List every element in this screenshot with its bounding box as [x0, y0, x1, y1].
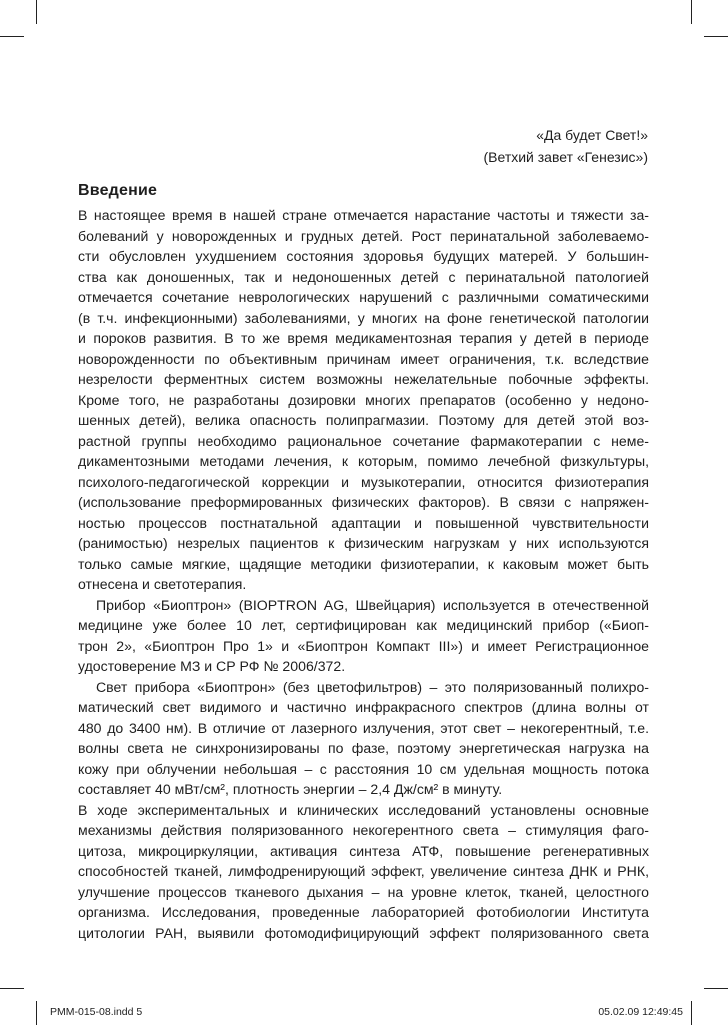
text-line: медицине уже более 10 лет, сертифицирован как медицинский прибор («Биоп-: [78, 617, 649, 633]
text-line: психолого-педагогической коррекции и музыкотерапии, относится физиотерапия: [78, 473, 649, 490]
text-line: растной группы необходимо рациональное сочетание фармакотерапии с неме-: [78, 432, 649, 449]
paragraph: [78, 677, 649, 800]
text-line: только самые мягкие, щадящие методики физиотерапии, к каковым может быть: [78, 555, 649, 572]
paragraph: [78, 205, 649, 595]
text-line: (использование преформированных физических факторов). В связи с напряжен-: [78, 494, 649, 510]
paragraph: [78, 595, 649, 677]
crop-mark: [36, 0, 37, 24]
text-line: Кроме того, не разработаны дозировки многих препаратов (особенно у недоно-: [78, 391, 649, 408]
section-title: Введение: [78, 182, 158, 199]
text-line: В ходе экспериментальных и клинических исследований установлены основные: [78, 801, 649, 818]
text-line: способностей тканей, лимфодренирующий эффект, увеличение синтеза ДНК и РНК,: [78, 863, 649, 879]
text-line: удостоверение МЗ и СР РФ № 2006/372.: [78, 658, 346, 674]
text-line: В настоящее время в нашей стране отмечается нарастание частоты и тяжести за-: [78, 207, 649, 223]
text-line: Прибор «Биоптрон» (BIOPTRON AG, Швейцария) используется в отечественной: [96, 596, 649, 613]
epigraph-source: (Ветхий завет «Генезис»): [483, 149, 648, 165]
text-line: кожу при облучении небольшая – с расстояния 10 см удельная мощность потока: [78, 760, 649, 777]
text-line: шенных детей), велика опасность полипрагмазии. Поэтому для детей этой воз-: [78, 412, 649, 428]
crop-mark: [691, 1001, 692, 1025]
footer-file-info: PMM-015-08.indd 5: [50, 1006, 143, 1018]
crop-mark: [0, 988, 24, 989]
crop-mark: [704, 36, 728, 37]
text-line: отмечается сочетание неврологических нарушений с различными соматическими: [78, 289, 649, 305]
text-line: цитологии РАН, выявили фотомодифицирующий эффект поляризованного света: [78, 924, 649, 941]
crop-mark: [36, 1001, 37, 1025]
text-line: Свет прибора «Биоптрон» (без цветофильтров) – это поляризованный полихро-: [96, 678, 649, 695]
text-line: составляет 40 мВт/см², плотность энергии – 2,4 Дж/см² в минуту.: [78, 781, 503, 797]
epigraph: [484, 124, 649, 168]
body-text: [78, 205, 649, 943]
crop-mark: [704, 988, 728, 989]
main-content: [78, 180, 649, 943]
text-line: организма. Исследования, проведенные лабораторией фотобиологии Института: [78, 904, 649, 920]
text-line: сти обусловлен ухудшением состояния здоровья будущих матерей. У большин-: [78, 248, 649, 264]
text-line: и пороков развития. В то же время медикаментозная терапия у детей в периоде: [78, 330, 649, 346]
text-line: волны света не синхронизированы по фазе, поэтому энергетическая нагрузка на: [78, 740, 649, 756]
text-line: матический свет видимого и частично инфракрасного спектров (длина волны от: [78, 699, 649, 715]
text-line: ства как доношенных, так и недоношенных детей с перинатальной патологией: [78, 268, 649, 285]
text-line: болеваний у новорожденных и грудных детей. Рост перинатальной заболеваемо-: [78, 227, 649, 244]
text-line: новорожденности по объективным причинам имеет ограничения, т.к. вследствие: [78, 350, 649, 367]
text-line: незрелости ферментных систем возможны нежелательные побочные эффекты.: [78, 371, 649, 387]
footer-timestamp: 05.02.09 12:49:45: [598, 1006, 683, 1018]
text-line: цитоза, микроциркуляции, активация синтеза АТФ, повышение регенеративных: [78, 842, 649, 859]
text-line: дикаментозными методами лечения, к которым, помимо лечебной физкультуры,: [78, 453, 649, 469]
text-line: механизмы действия поляризованного некогерентного света – стимуляция фаго-: [78, 822, 649, 838]
text-line: отнесена и светотерапия.: [78, 576, 247, 592]
crop-mark: [0, 36, 24, 37]
text-line: ностью процессов постнатальной адаптации и повышенной чувствительности: [78, 514, 649, 531]
text-line: 480 до 3400 нм). В отличие от лазерного излучения, этот свет – некогерентный, т.е.: [78, 719, 649, 736]
text-line: (ранимостью) незрелых пациентов к физическим нагрузкам у них используются: [78, 535, 649, 551]
paragraph: [78, 800, 649, 944]
text-line: улучшение процессов тканевого дыхания – на уровне клеток, тканей, целостного: [78, 883, 649, 900]
text-line: (в т.ч. инфекционными) заболеваниями, у многих на фоне генетической патологии: [78, 309, 649, 326]
text-line: трон 2», «Биоптрон Про 1» и «Биоптрон Компакт III») и имеет Регистрационное: [78, 637, 649, 654]
epigraph-quote: «Да будет Свет!»: [536, 127, 648, 143]
crop-mark: [691, 0, 692, 24]
